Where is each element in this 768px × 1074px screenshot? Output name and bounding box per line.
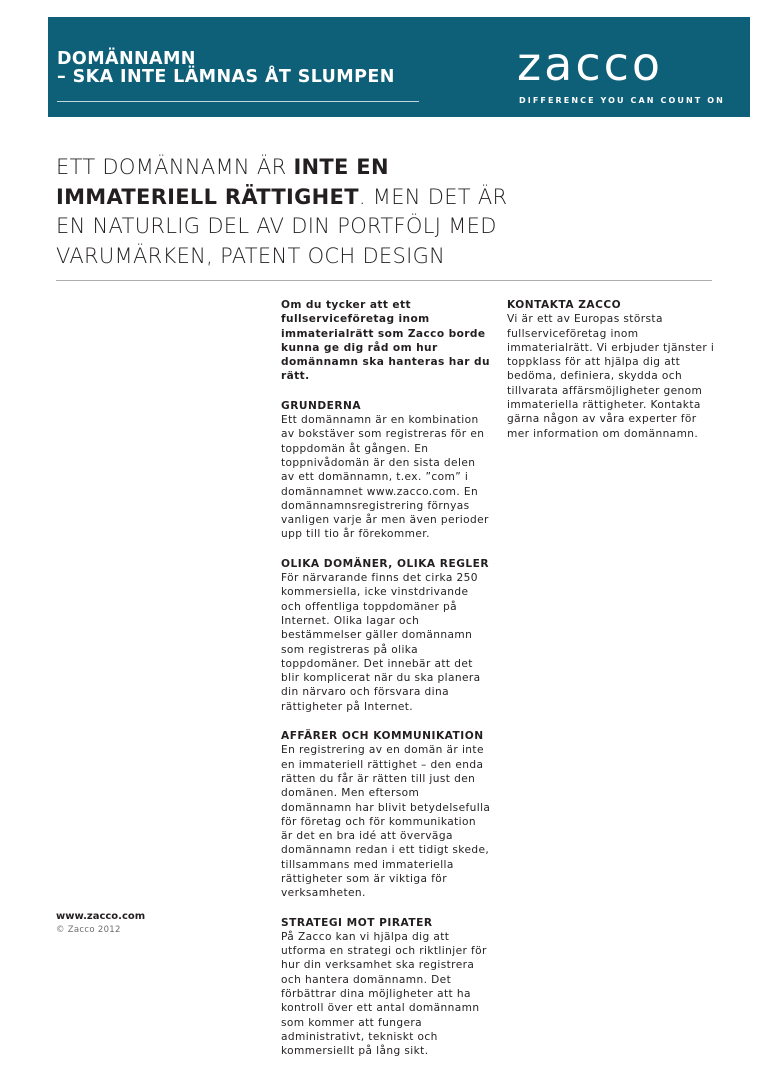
header-banner <box>48 17 750 117</box>
logo-tagline: DIFFERENCE YOU CAN COUNT ON <box>519 96 725 105</box>
footer-copyright: © Zacco 2012 <box>56 925 121 935</box>
section-heading: STRATEGI MOT PIRATER <box>281 916 433 929</box>
headline-divider <box>56 280 712 281</box>
banner-title-line-2: – SKA INTE LÄMNAS ÅT SLUMPEN <box>57 67 395 87</box>
contact-column <box>507 298 715 456</box>
section-body: En registrering av en domän är inte en immateriell rättighet – den enda rätten du får är rätten till just den domänen. Men eftersom domännamn har blivit betydelsefulla för företag och för kommunikation är det en bra idé att överväga domännamn redan i ett tidigt skede, tillsammans med immateriella rättigheter som är viktiga för verksamheten. <box>281 744 491 900</box>
section-heading: AFFÄRER OCH KOMMUNIKATION <box>281 730 484 743</box>
headline-part-2: . MEN DET ÄR EN NATURLIG DEL AV DIN PORTFÖLJ MED VARUMÄRKEN, PATENT OCH DESIGN <box>56 184 508 268</box>
headline-bold: INTE EN IMMATERIELL RÄTTIGHET <box>56 155 389 209</box>
section-body: För närvarande finns det cirka 250 kommersiella, icke vinstdrivande och offentliga toppdomäner på Internet. Olika lagar och bestämmelser gäller domännamn som registreras på olika toppdomäner. Det innebär att det blir komplicerat när du ska planera din närvaro och försvara dina rättigheter på Internet. <box>281 572 481 713</box>
footer-website-link[interactable]: www.zacco.com <box>56 911 146 922</box>
banner-title <box>57 50 395 86</box>
banner-title-line-1: DOMÄNNAMN <box>57 49 196 69</box>
section-heading: GRUNDERNA <box>281 399 362 412</box>
main-column <box>281 298 491 1074</box>
section-heading: OLIKA DOMÄNER, OLIKA REGLER <box>281 557 490 570</box>
headline-part-1: ETT DOMÄNNAMN ÄR <box>56 155 294 179</box>
section-body: På Zacco kan vi hjälpa dig att utforma en strategi och riktlinjer för hur din verksamhet ska registrera och hantera domännamn. Det förbättrar dina möjligheter att ha kontroll över ett antal domännamn som kommer att fungera administrativt, tekniskt och kommersiellt på lång sikt. <box>281 930 487 1058</box>
contact-heading: KONTAKTA ZACCO <box>507 299 622 311</box>
banner-divider <box>57 101 419 102</box>
intro-text: Om du tycker att ett fullserviceföretag inom immaterialrätt som Zacco borde kunna ge dig råd om hur domännamn ska hanteras har du rätt. <box>281 299 490 383</box>
contact-body: Vi är ett av Europas största fullserviceföretag inom immaterialrätt. Vi erbjuder tjänster i toppklass för att hjälpa dig att bedöma, definiera, skydda och tillvarata affärsmöjligheter genom immateriella rättigheter. Kontakta gärna någon av våra experter för mer information om domännamn. <box>507 313 715 440</box>
section-body: Ett domännamn är en kombination av bokstäver som registreras för en toppdomän åt gången. En toppnivådomän är den sista delen av ett domännamn, t.ex. ”com” i domännamnet www.zacco.com. En domännamnsregistrering förnyas vanligen varje år men även perioder upp till tio år förekommer. <box>281 414 489 541</box>
page-headline <box>56 153 516 271</box>
zacco-logo: zacco <box>517 37 664 91</box>
